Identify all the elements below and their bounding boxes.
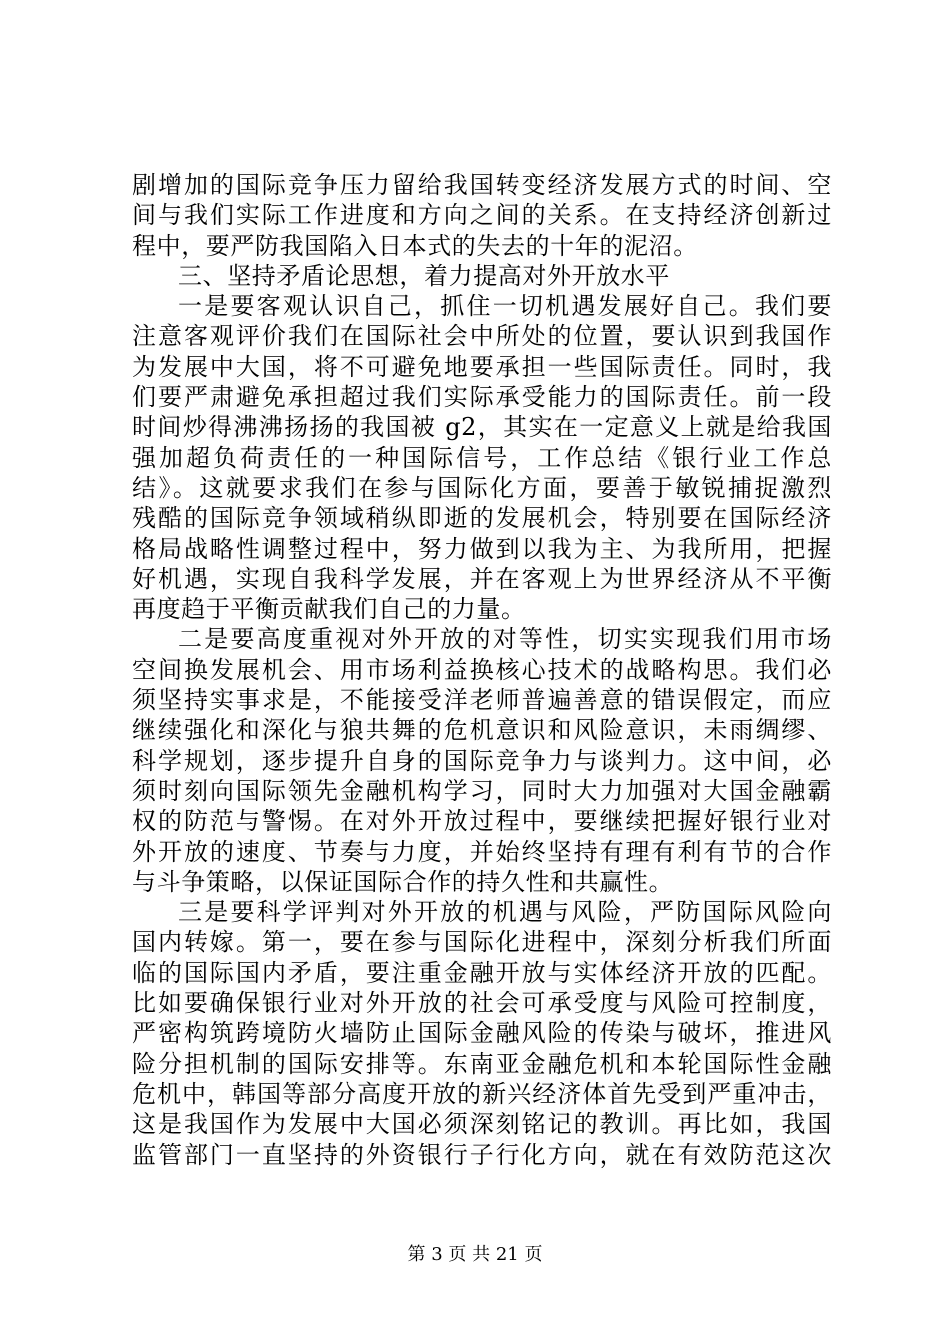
text-line: 临的国际国内矛盾，要注重金融开放与实体经济开放的匹配。 [132, 958, 832, 987]
text-line: 与斗争策略，以保证国际合作的持久性和共赢性。 [132, 867, 674, 896]
text-line: 国内转嫁。第一，要在参与国际化进程中，深刻分析我们所面 [132, 928, 832, 957]
text-line: 严密构筑跨境防火墙防止国际金融风险的传染与破坏，推进风 [132, 1019, 832, 1048]
text-line: 须坚持实事求是，不能接受洋老师普遍善意的错误假定，而应 [132, 686, 832, 715]
text-line: 剧增加的国际竞争压力留给我国转变经济发展方式的时间、空 [132, 171, 832, 199]
text-line: 格局战略性调整过程中，努力做到以我为主、为我所用，把握 [132, 534, 832, 563]
text-line: 这是我国作为发展中大国必须深刻铭记的教训。再比如，我国 [132, 1110, 832, 1139]
text-line: 权的防范与警惕。在对外开放过程中，要继续把握好银行业对 [132, 807, 832, 836]
text-line: 结》。这就要求我们在参与国际化方面，要善于敏锐捕捉激烈 [132, 473, 832, 502]
text-line: 注意客观评价我们在国际社会中所处的位置，要认识到我国作 [132, 322, 832, 351]
text-line: 继续强化和深化与狼共舞的危机意识和风险意识，未雨绸缪、 [132, 716, 832, 745]
text-line: 们要严肃避免承担超过我们实际承受能力的国际责任。前一段 [132, 383, 832, 412]
text-line: 为发展中大国，将不可避免地要承担一些国际责任。同时，我 [132, 352, 832, 381]
text-line: 再度趋于平衡贡献我们自己的力量。 [132, 595, 526, 624]
text-line: 时间炒得沸沸扬扬的我国被 g2，其实在一定意义上就是给我国 [132, 413, 832, 442]
text-line: 危机中，韩国等部分高度开放的新兴经济体首先受到严重冲击， [132, 1079, 832, 1108]
text-line: 强加超负荷责任的一种国际信号，工作总结《银行业工作总 [132, 443, 832, 472]
text-line: 空间换发展机会、用市场利益换核心技术的战略构思。我们必 [132, 655, 832, 684]
text-line: 间与我们实际工作进度和方向之间的关系。在支持经济创新过 [132, 201, 832, 230]
text-line: 科学规划，逐步提升自身的国际竞争力与谈判力。这中间，必 [132, 746, 832, 775]
text-line: 险分担机制的国际安排等。东南亚金融危机和本轮国际性金融 [132, 1049, 832, 1078]
text-line: 好机遇，实现自我科学发展，并在客观上为世界经济从不平衡 [132, 564, 832, 593]
text-line: 程中，要严防我国陷入日本式的失去的十年的泥沼。 [132, 231, 698, 260]
text-line: 一是要客观认识自己，抓住一切机遇发展好自己。我们要 [178, 292, 832, 321]
text-line: 二是要高度重视对外开放的对等性，切实实现我们用市场 [178, 625, 832, 654]
text-line: 残酷的国际竞争领域稍纵即逝的发展机会，特别要在国际经济 [132, 504, 832, 533]
text-line: 监管部门一直坚持的外资银行子行化方向，就在有效防范这次 [132, 1140, 832, 1169]
text-line: 比如要确保银行业对外开放的社会可承受度与风险可控制度， [132, 989, 832, 1018]
text-line: 须时刻向国际领先金融机构学习，同时大力加强对大国金融霸 [132, 776, 832, 805]
body-text [132, 170, 832, 1170]
text-line: 外开放的速度、节奏与力度，并始终坚持有理有利有节的合作 [132, 837, 832, 866]
text-line: 三、坚持矛盾论思想，着力提高对外开放水平 [178, 261, 670, 290]
page-footer: 第 3 页 共 21 页 [407, 1244, 543, 1265]
text-line: 三是要科学评判对外开放的机遇与风险，严防国际风险向 [178, 898, 832, 927]
